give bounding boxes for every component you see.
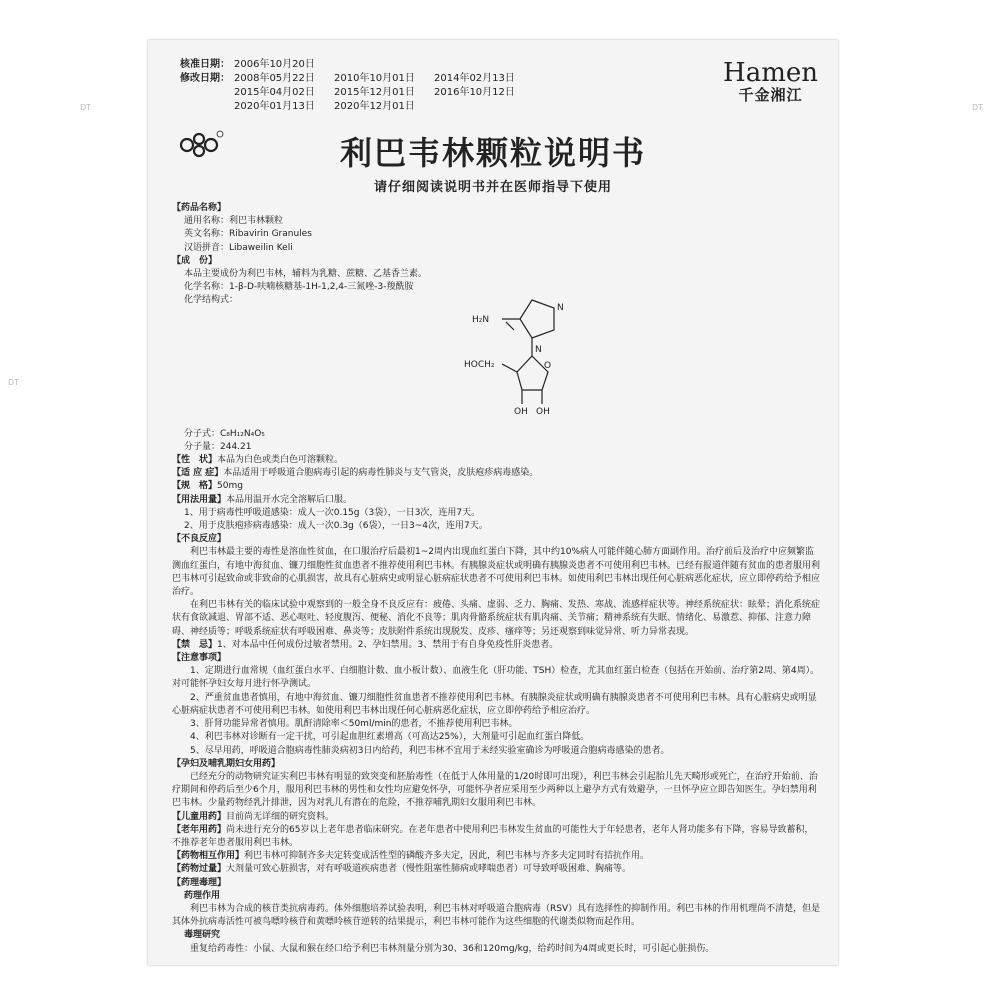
chemical-structure — [172, 302, 822, 428]
hydroxyl-label: OH — [536, 406, 550, 417]
watermark: DT — [972, 103, 984, 112]
nitrogen-label: N — [557, 302, 564, 313]
section-drug-name: 【药品名称】 — [172, 203, 227, 213]
adverse-paragraph: 利巴韦林最主要的毒性是溶血性贫血，在口服治疗后最初1~2周内出现血红蛋白下降，其中约10%病人可能伴随心肺方面副作用。治疗前后及治疗中应频繁监测血红蛋白，有地中海贫血、镰刀细胞性贫血患者不推荐使用利巴韦林。有胰腺炎症状或明确有胰腺炎患者不可使用利巴韦林。已经有报道伴随有贫血的患者服用利巴韦林可引起致命或非致命的心肌损害，故具有心脏病史或明显心脏病症状患者不可使用利巴韦林。如使用利巴韦林出现任何心脏病恶化症状，应立即停药给予相应治疗。 — [172, 547, 821, 598]
section-ingredients: 【成 份】 — [172, 255, 218, 266]
dosage-text: 本品用温开水完全溶解后口服。 — [226, 494, 353, 505]
section-elderly: 【老年用药】 — [172, 824, 227, 835]
indications-text: 本品适用于呼吸道合胞病毒引起的病毒性肺炎与支气管炎，皮肤疱疹病毒感染。 — [223, 468, 539, 479]
children-text: 目前尚无详细的研究资料。 — [226, 811, 335, 822]
revision-date: 2016年10月12日 — [434, 87, 515, 98]
molecular-formula: 分子式：C₈H₁₂N₄O₅ — [184, 428, 265, 439]
elderly-text: 尚未进行充分的65岁以上老年患者临床研究。在老年患者中使用利巴韦林发生贫血的可能性大于年轻患者，老年人肾功能多有下降，容易导致蓄积，不推荐老年患者服用利巴韦林。 — [172, 824, 814, 848]
section-dosage: 【用法用量】 — [172, 494, 227, 505]
ingredients-text: 本品主要成份为利巴韦林，辅料为乳糖、蔗糖、乙基香兰素。 — [184, 269, 428, 280]
watermark: DT — [80, 103, 92, 112]
precaution-item: 2、严重贫血患者慎用，有地中海贫血、镰刀细胞性贫血患者不推荐使用利巴韦林。有胰腺炎症状或明确有胰腺炎患者不可使用利巴韦林。具有心脏病史或明显心脏病症状患者不可使用利巴韦林。如使用利巴韦林出现任何心脏病恶化症状，应立即停药给予相应治疗。 — [172, 692, 817, 716]
overdose-text: 大剂量可致心脏损害，对有呼吸道疾病患者（慢性阻塞性肺病或哮喘患者）可导致呼吸困难、胸痛等。 — [226, 864, 632, 875]
precaution-item: 4、利巴韦林对诊断有一定干扰，可引起血胆红素增高（可高达25%），大剂量可引起血红蛋白降低。 — [190, 732, 590, 743]
section-specification: 【规 格】 — [172, 481, 218, 492]
section-interactions: 【药物相互作用】 — [172, 851, 245, 862]
revision-date: 2010年10月01日 — [334, 73, 415, 84]
chemical-structure-label: 化学结构式： — [184, 295, 239, 306]
molecular-weight: 分子量：244.21 — [184, 441, 252, 452]
toxicology-paragraph: 重复给药毒性：小鼠、大鼠和猴在经口给予利巴韦林剂量分别为30、36和120mg/kg，给药时间为4周或更长时，可引起心脏损伤。 — [190, 943, 715, 954]
generic-name: 通用名称：利巴韦林颗粒 — [184, 216, 284, 227]
dosage-item: 1、用于病毒性呼吸道感染：成人一次0.15g（3袋），一日3次，连用7天。 — [184, 507, 481, 518]
revision-date: 2020年12月01日 — [334, 101, 415, 112]
specification-text: 50mg — [217, 481, 243, 492]
revision-date: 2014年02月13日 — [434, 73, 515, 84]
english-name: 英文名称：Ribavirin Granules — [184, 229, 312, 240]
approval-date: 2006年10月20日 — [234, 59, 315, 70]
section-indications: 【适 应 症】 — [172, 468, 224, 479]
section-pregnancy: 【孕妇及哺乳期妇女用药】 — [172, 758, 281, 769]
ribavirin-structure-diagram — [462, 290, 602, 430]
precaution-item: 5、尽早用药，呼吸道合胞病毒性肺炎病初3日内给药，利巴韦林不宜用于未经实验室确诊为呼吸道合胞病毒感染的患者。 — [190, 745, 670, 756]
contraindications-text: 1、对本品中任何成份过敏者禁用。2、孕妇禁用。3、禁用于有自身免疫性肝炎患者。 — [217, 639, 559, 650]
hydroxyl-label: OH — [514, 406, 528, 417]
document-subtitle: 请仔细阅读说明书并在医师指导下使用 — [373, 180, 612, 195]
pregnancy-text: 已经充分的动物研究证实利巴韦林有明显的致突变和胚胎毒性（在低于人体用量的1/20时即可出现），利巴韦林会引起胎儿先天畸形或死亡，在治疗开始前、治疗期间和停药后至少6个月，服用利巴韦林的男性和女性均应避免怀孕，可能怀孕者应采用至少两种以上避孕方式有效避孕，一旦怀孕应立即告知医生。孕妇禁用利巴韦林。少量药物经乳汁排泄，因为对乳儿有潜在的危险，不推荐哺乳期妇女服用利巴韦林。 — [172, 771, 818, 809]
oxygen-label: O — [544, 360, 552, 371]
pinyin-name: 汉语拼音：Libaweilin Keli — [184, 242, 293, 253]
section-overdose: 【药物过量】 — [172, 864, 227, 875]
nitrogen-label: N — [535, 344, 542, 355]
pharmacology-subheading: 药理作用 — [184, 890, 221, 901]
revision-date: 2015年04月02日 — [234, 87, 315, 98]
leaflet-body — [172, 202, 822, 956]
section-children: 【儿童用药】 — [172, 811, 227, 822]
approval-label: 核准日期： — [180, 59, 230, 70]
revision-date: 2015年12月01日 — [334, 87, 415, 98]
precaution-item: 1、定期进行血常规（血红蛋白水平、白细胞计数、血小板计数）、血液生化（肝功能、TSH）检查，尤其血红蛋白检查（包括在开始前、治疗第2周、第4周）。对可能怀孕妇女每月进行怀孕测试。 — [172, 666, 820, 690]
revision-date: 2020年01月13日 — [234, 101, 315, 112]
section-precautions: 【注意事项】 — [172, 653, 227, 664]
interactions-text: 利巴韦林可抑制齐多夫定转变成活性型的磷酸齐多夫定，因此，利巴韦林与齐多夫定同时有拮抗作用。 — [244, 851, 650, 862]
section-adverse-reactions: 【不良反应】 — [172, 534, 227, 545]
document-title: 利巴韦林颗粒说明书 — [339, 134, 646, 172]
pharmacology-paragraph: 利巴韦林为合成的核苷类抗病毒药。体外细胞培养试验表明，利巴韦林对呼吸道合胞病毒（RSV）具有选择性的抑制作用。利巴韦林的作用机理尚不清楚，但是其体外抗病毒活性可被鸟嘌呤核苷和黄嘌呤核苷逆转的结果提示，利巴韦林可能作为这些细胞的代谢类似物而起作用。 — [172, 903, 821, 928]
approval-dates — [180, 58, 534, 114]
revision-date: 2008年05月22日 — [234, 73, 315, 84]
section-contraindications: 【禁 忌】 — [172, 639, 218, 650]
hydroxymethyl-label: HOCH₂ — [464, 359, 495, 370]
chemical-name: 化学名称：1-β-D-呋喃核糖基-1H-1,2,4-三氮唑-3-羧酰胺 — [184, 282, 414, 293]
adverse-paragraph: 在利巴韦林有关的临床试验中观察到的一般全身不良反应有：疲倦、头痛、虚弱、乏力、胸痛、发热、寒战、流感样症状等。神经系统症状：眩晕；消化系统症状有食欲减退、胃部不适、恶心呕吐、轻度腹泻、便秘、消化不良等；肌肉骨骼系统症状有肌肉痛、关节痛；精神系统有失眠、情绪化、易激惹、抑郁、注意力障碍、神经质等；呼吸系统症状有呼吸困难、鼻炎等；皮肤附件系统出现脱发、皮疹、瘙痒等；另还观察到味觉异常、听力异常表现。 — [172, 600, 821, 637]
leaflet-page — [148, 40, 838, 965]
brand-name-en: Hamen — [723, 58, 818, 88]
section-pharmacology: 【药理毒理】 — [172, 877, 227, 888]
brand-logo — [723, 58, 818, 105]
amide-label: H₂N — [472, 314, 490, 325]
precaution-item: 3、肝肾功能异常者慎用。肌酐清除率＜50ml/min的患者，不推荐使用利巴韦林。 — [190, 719, 518, 730]
revision-label: 修改日期： — [180, 73, 230, 84]
dosage-item: 2、用于皮肤疱疹病毒感染：成人一次0.3g（6袋），一日3~4次，连用7天。 — [184, 521, 488, 532]
section-properties: 【性 状】 — [172, 455, 218, 466]
properties-text: 本品为白色或类白色可溶颗粒。 — [217, 455, 344, 466]
toxicology-subheading: 毒理研究 — [184, 930, 221, 941]
watermark: DT — [8, 378, 20, 387]
brand-name-cn: 千金湘江 — [738, 86, 803, 104]
